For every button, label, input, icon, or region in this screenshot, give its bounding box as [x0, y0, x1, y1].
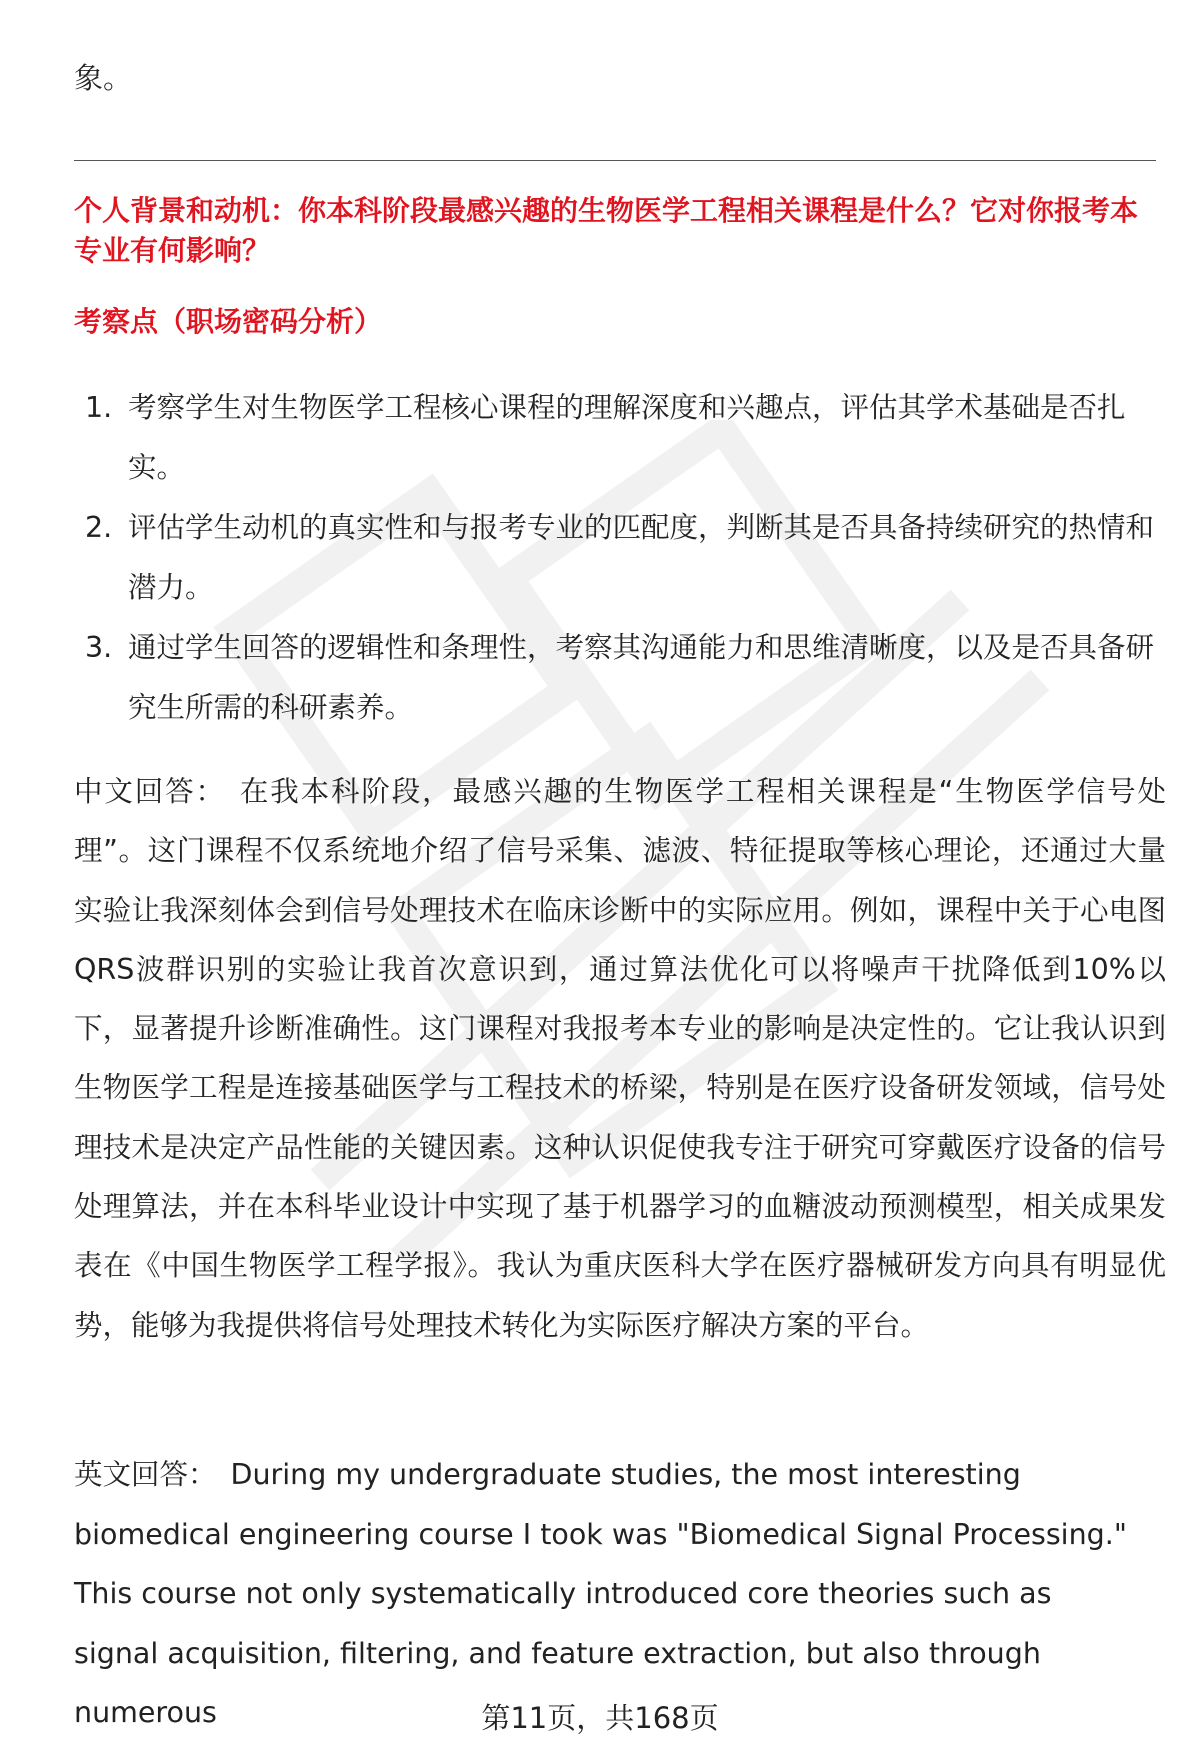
list-item-text: 通过学生回答的逻辑性和条理性，考察其沟通能力和思维清晰度，以及是否具备研究生所需的科研素养。: [128, 631, 1155, 724]
list-item-number: 3.: [85, 631, 113, 664]
chinese-answer-paragraph: [74, 762, 1166, 1355]
question-heading: 个人背景和动机：你本科阶段最感兴趣的生物医学工程相关课程是什么？它对你报考本专业有何影响？: [74, 194, 1139, 267]
chinese-answer-label: 中文回答：: [74, 775, 226, 808]
assessment-heading: 考察点（职场密码分析）: [74, 305, 383, 338]
list-item-number: 1.: [85, 391, 113, 424]
list-item: [74, 618, 1164, 737]
continuation-text: 象。: [74, 61, 133, 95]
page-number-footer: 第11页，共168页: [481, 1701, 719, 1735]
list-item: [74, 378, 1164, 497]
list-item-text: 考察学生对生物医学工程核心课程的理解深度和兴趣点，评估其学术基础是否扎实。: [128, 391, 1126, 484]
list-item-number: 2.: [85, 511, 113, 544]
english-answer-text: During my undergraduate studies, the most interesting biomedical engineering course I took was "Biomedical Signal Processing." This course not only systematically introduced core theories such as signal acquisition, filtering, and feature extraction, but also through numerous: [74, 1458, 1127, 1729]
assessment-points-list: [74, 378, 1164, 738]
list-item: [74, 498, 1164, 617]
section-divider: [74, 160, 1156, 161]
chinese-answer-text: 在我本科阶段，最感兴趣的生物医学工程相关课程是“生物医学信号处理”。这门课程不仅系统地介绍了信号采集、滤波、特征提取等核心理论，还通过大量实验让我深刻体会到信号处理技术在临床诊断中的实际应用。例如，课程中关于心电图QRS波群识别的实验让我首次意识到，通过算法优化可以将噪声干扰降低到10%以下，显著提升诊断准确性。这门课程对我报考本专业的影响是决定性的。它让我认识到生物医学工程是连接基础医学与工程技术的桥梁，特别是在医疗设备研发领域，信号处理技术是决定产品性能的关键因素。这种认识促使我专注于研究可穿戴医疗设备的信号处理算法，并在本科毕业设计中实现了基于机器学习的血糖波动预测模型，相关成果发表在《中国生物医学工程学报》。我认为重庆医科大学在医疗器械研发方向具有明显优势，能够为我提供将信号处理技术转化为实际医疗解决方案的平台。: [74, 775, 1166, 1342]
english-answer-label: 英文回答：: [74, 1458, 217, 1491]
list-item-text: 评估学生动机的真实性和与报考专业的匹配度，判断其是否具备持续研究的热情和潜力。: [128, 511, 1155, 604]
